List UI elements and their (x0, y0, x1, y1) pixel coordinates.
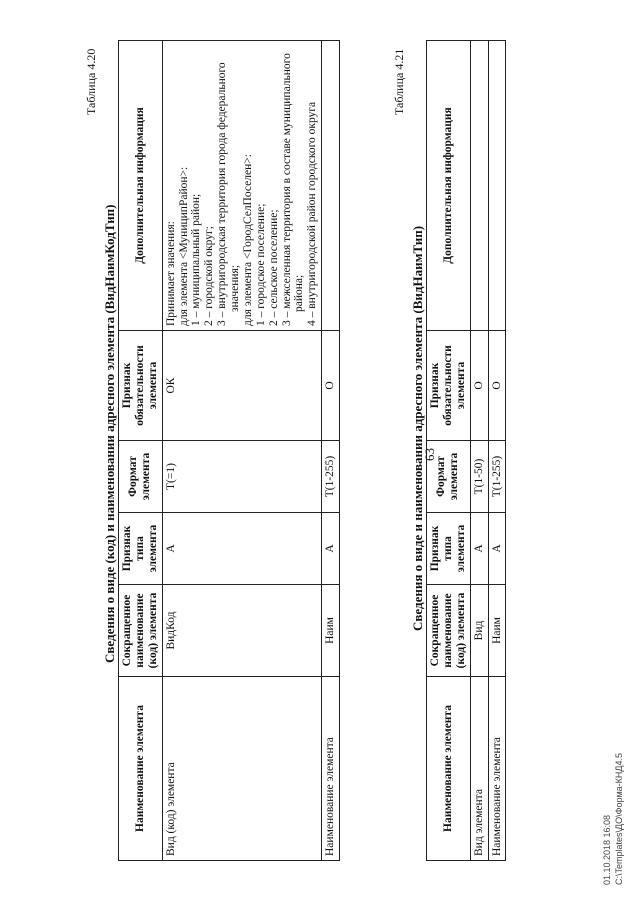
cell-format: Т(1-50) (470, 441, 488, 513)
table-header-row (427, 41, 471, 861)
header-format: Формат элемента (119, 441, 163, 513)
cell-required: О (470, 331, 488, 441)
cell-type: А (470, 513, 488, 585)
info-line: для элемента <МуниципРайон>: (177, 166, 190, 326)
info-line: 2 – сельское поселение; (267, 209, 280, 326)
cell-format: Т(1-255) (322, 441, 340, 513)
table-row (322, 41, 340, 861)
cell-code: Вид (470, 585, 488, 677)
table-4-21-label: Таблица 4.21 (392, 48, 406, 115)
info-line: 3 – внутригородская территория города федерального значения; (216, 62, 241, 326)
footer-timestamp: 01.10.2018 16:08 (602, 814, 612, 885)
header-format: Формат элемента (427, 441, 471, 513)
table-4-20-caption: Сведения о виде (код) и наименовании адресного элемента (ВидНаимКодТип) (102, 204, 117, 663)
header-code: Сокращенное наименование (код) элемента (119, 585, 163, 677)
table-4-21 (426, 40, 506, 861)
header-info: Дополнительная информация (427, 41, 471, 331)
footer-path: C:\Templates\ДО\Форма-КНД4.5 (614, 752, 624, 885)
info-line: 1 – муниципальный район; (190, 193, 203, 326)
table-row (470, 41, 488, 861)
cell-info (488, 41, 506, 331)
info-line: 2 – городской округ; (203, 226, 216, 326)
header-name: Наименование элемента (427, 677, 471, 861)
cell-name: Наименование элемента (488, 677, 506, 861)
cell-code: Наим (322, 585, 340, 677)
header-required: Признак обязательности элемента (119, 331, 163, 441)
table-4-20-label: Таблица 4.20 (84, 48, 98, 115)
cell-code: Наим (488, 585, 506, 677)
cell-info (322, 41, 340, 331)
cell-required: О (322, 331, 340, 441)
cell-name: Вид (код) элемента (162, 677, 322, 861)
info-line: 3 – межселенная территория в составе муниципального района; (280, 53, 306, 326)
cell-required: О (488, 331, 506, 441)
header-code: Сокращенное наименование (код) элемента (427, 585, 471, 677)
table-4-21-caption: Сведения о виде и наименовании адресного элемента (ВидНаимТип) (410, 225, 425, 631)
cell-info (470, 41, 488, 331)
info-line: Принимает значения: (164, 221, 177, 326)
cell-name: Наименование элемента (322, 677, 340, 861)
cell-format: Т(=1) (162, 441, 322, 513)
table-4-20 (118, 40, 340, 861)
header-type: Признак типа элемента (119, 513, 163, 585)
header-required: Признак обязательности элемента (427, 331, 471, 441)
cell-type: А (488, 513, 506, 585)
header-name: Наименование элемента (119, 677, 163, 861)
info-line: 1 – городское поселение; (254, 203, 267, 326)
cell-type: А (322, 513, 340, 585)
info-line: для элемента <ГородСелПоселен>: (241, 154, 254, 326)
header-type: Признак типа элемента (427, 513, 471, 585)
cell-type: А (162, 513, 322, 585)
cell-name: Вид элемента (470, 677, 488, 861)
info-line: 4 – внутригородской район городского округа (306, 101, 319, 326)
cell-info (162, 41, 322, 331)
cell-required: ОК (162, 331, 322, 441)
page-number: 63 (422, 448, 437, 461)
table-header-row (119, 41, 163, 861)
cell-format: Т(1-255) (488, 441, 506, 513)
table-row (488, 41, 506, 861)
table-row (162, 41, 322, 861)
cell-code: ВидКод (162, 585, 322, 677)
header-info: Дополнительная информация (119, 41, 163, 331)
